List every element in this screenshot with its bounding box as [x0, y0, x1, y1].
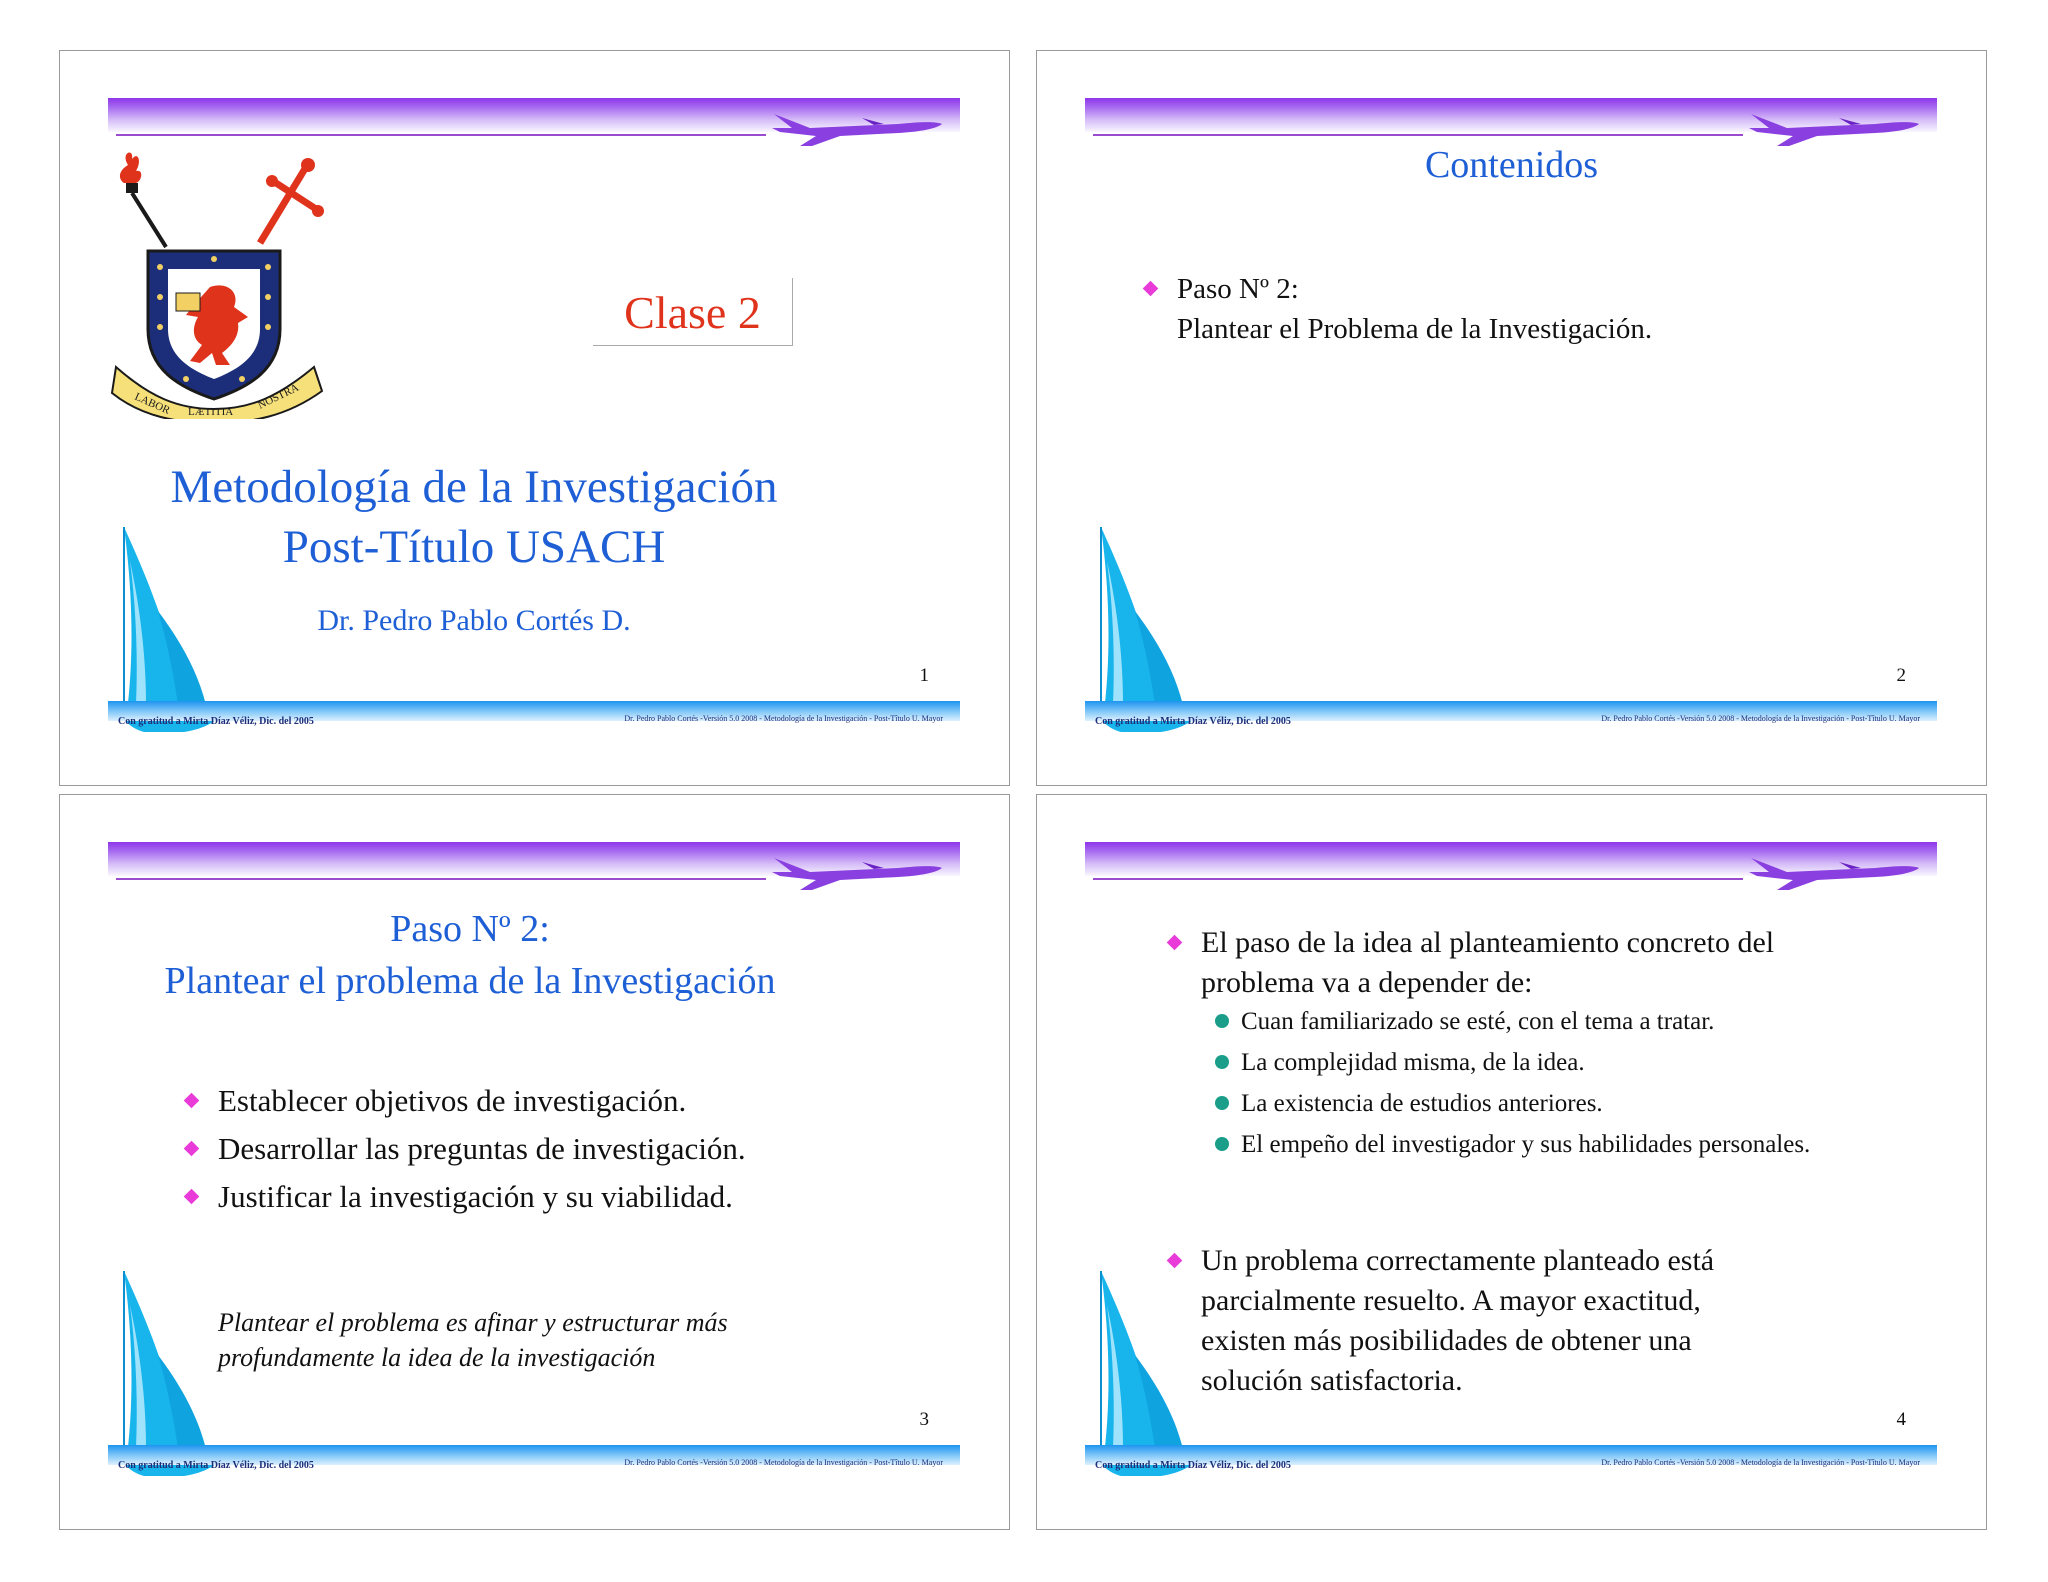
- list-item: [1141, 269, 1652, 349]
- svg-text:NOSTRA: NOSTRA: [256, 381, 301, 412]
- bullet-line-1: Paso Nº 2:: [1177, 273, 1299, 305]
- sub-bullet-text: El empeño del investigador y sus habilidades personales.: [1241, 1131, 1811, 1158]
- svg-text:LABOR: LABOR: [132, 390, 172, 417]
- list-item: [1213, 1046, 1853, 1080]
- footer-credit: Con gratitud a Mirta Díaz Véliz, Dic. del 2005: [118, 1460, 314, 1471]
- bullet-list: [182, 1077, 746, 1221]
- sub-bullet-text: La complejidad misma, de la idea.: [1241, 1049, 1585, 1076]
- footer-course-info: Dr. Pedro Pablo Cortés -Versión 5.0 2008 - Metodología de la Investigación - Post-Tîtulo U. Mayor: [1601, 1458, 1920, 1467]
- slide-heading-line-2: Plantear el problema de la Investigación: [164, 960, 776, 1002]
- sub-bullet-text: Cuan familiarizado se esté, con el tema a tratar.: [1241, 1008, 1715, 1035]
- class-label-box: [593, 278, 793, 346]
- list-item: [1165, 1241, 1885, 1401]
- class-label: Clase 2: [624, 287, 761, 338]
- page-number: 1: [919, 665, 929, 686]
- sub-bullet-list: [1213, 1005, 1853, 1169]
- slide-heading-line-1: Paso Nº 2:: [390, 908, 550, 950]
- top-rule: [116, 878, 766, 880]
- diamond-bullet-icon: [1143, 281, 1159, 297]
- list-item: [182, 1077, 746, 1125]
- slide-1: [59, 50, 1010, 786]
- diamond-bullet-icon: [184, 1189, 200, 1205]
- airplane-icon: [1743, 846, 1923, 890]
- list-item: [182, 1125, 746, 1173]
- bullet-text: Desarrollar las preguntas de investigación.: [218, 1131, 746, 1166]
- bullet-list-bottom: [1165, 1241, 1885, 1401]
- diamond-bullet-icon: [1167, 1253, 1183, 1269]
- diamond-bullet-icon: [184, 1141, 200, 1157]
- bullet-line-2: parcialmente resuelto. A mayor exactitud,: [1201, 1284, 1701, 1317]
- list-item: [1165, 923, 1885, 1003]
- footer-credit: Con gratitud a Mirta Díaz Véliz, Dic. del 2005: [118, 716, 314, 727]
- bullet-text: Justificar la investigación y su viabilidad.: [218, 1179, 733, 1214]
- footer-credit: Con gratitud a Mirta Díaz Véliz, Dic. del 2005: [1095, 1460, 1291, 1471]
- circle-bullet-icon: [1215, 1055, 1229, 1069]
- page-number: 3: [919, 1409, 929, 1430]
- circle-bullet-icon: [1215, 1014, 1229, 1028]
- bullet-line-3: existen más posibilidades de obtener una: [1201, 1324, 1692, 1357]
- bullet-text: Establecer objetivos de investigación.: [218, 1083, 687, 1118]
- course-title-line-2: Post-Título USACH: [282, 521, 666, 573]
- course-title-line-1: Metodología de la Investigación: [170, 461, 778, 513]
- sub-bullet-text: La existencia de estudios anteriores.: [1241, 1090, 1603, 1117]
- footer-course-info: Dr. Pedro Pablo Cortés -Versión 5.0 2008 - Metodología de la Investigación - Post-Tîtulo U. Mayor: [624, 1458, 943, 1467]
- slide-3: [59, 794, 1010, 1530]
- airplane-icon: [766, 102, 946, 146]
- airplane-icon: [1743, 102, 1923, 146]
- list-item: [1213, 1128, 1853, 1162]
- bullet-list: [1141, 269, 1652, 349]
- quote-line-1: Plantear el problema es afinar y estructurar más: [218, 1308, 728, 1337]
- list-item: [182, 1173, 746, 1221]
- footer-course-info: Dr. Pedro Pablo Cortés -Versión 5.0 2008 - Metodología de la Investigación - Post-Tîtulo U. Mayor: [1601, 714, 1920, 723]
- bullet-line-1: Un problema correctamente planteado está: [1201, 1244, 1715, 1277]
- slide-heading: Contenidos: [1424, 144, 1599, 186]
- bullet-line-4: solución satisfactoria.: [1201, 1364, 1463, 1397]
- airplane-icon: [766, 846, 946, 890]
- circle-bullet-icon: [1215, 1137, 1229, 1151]
- slide-heading: [120, 903, 820, 1007]
- diamond-bullet-icon: [1167, 935, 1183, 951]
- footer-credit: Con gratitud a Mirta Díaz Véliz, Dic. del 2005: [1095, 716, 1291, 727]
- svg-text:LÆTITIA: LÆTITIA: [188, 406, 234, 418]
- footer-course-info: Dr. Pedro Pablo Cortés -Versión 5.0 2008 - Metodología de la Investigación - Post-Tîtulo U. Mayor: [624, 714, 943, 723]
- bullet-line-2: Plantear el Problema de la Investigación.: [1177, 313, 1653, 345]
- top-rule: [1093, 878, 1743, 880]
- bullet-line-2: problema va a depender de:: [1201, 966, 1533, 999]
- top-rule: [116, 134, 766, 136]
- list-item: [1213, 1087, 1853, 1121]
- course-title: [148, 457, 800, 577]
- page-number: 4: [1896, 1409, 1906, 1430]
- circle-bullet-icon: [1215, 1096, 1229, 1110]
- slide-4: [1036, 794, 1987, 1530]
- top-rule: [1093, 134, 1743, 136]
- page-number: 2: [1896, 665, 1906, 686]
- list-item: [1213, 1005, 1853, 1039]
- bullet-list-top: [1165, 923, 1885, 1003]
- slide-2: [1036, 50, 1987, 786]
- italic-quote: [218, 1305, 818, 1375]
- author: Dr. Pedro Pablo Cortés D.: [317, 604, 631, 637]
- bullet-line-1: El paso de la idea al planteamiento concreto del: [1201, 926, 1775, 959]
- quote-line-2: profundamente la idea de la investigación: [218, 1343, 656, 1372]
- diamond-bullet-icon: [184, 1093, 200, 1109]
- university-crest-icon: [110, 147, 326, 419]
